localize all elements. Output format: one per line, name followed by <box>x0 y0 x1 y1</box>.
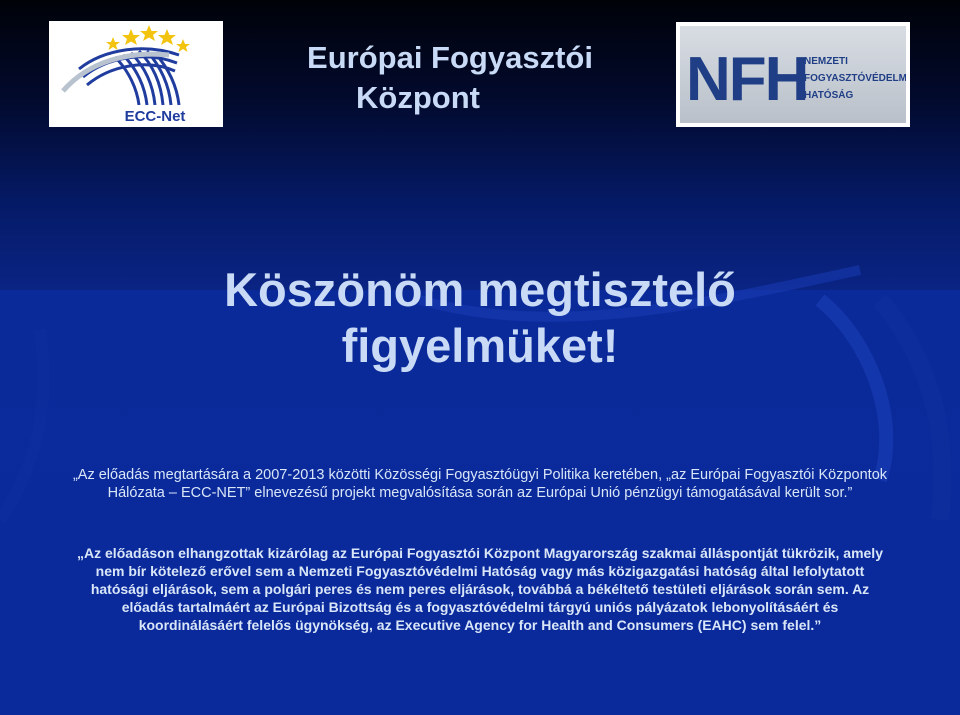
nfh-logo <box>676 22 910 127</box>
page-title-line2: Központ <box>356 80 480 115</box>
thanks-heading-line1: Köszönöm megtisztelő <box>224 263 736 316</box>
disclaimer: „Az előadáson elhangzottak kizárólag az Európai Fogyasztói Központ Magyarország szakmai álláspontját tükrözik, amely nem bír kötelező erővel sem a Nemzeti Fogyasztóvédelmi Hatóság vagy más közigazgatási hatóság által lefolytatott hatósági eljárások, sem a polgári peres és nem peres eljárások, továbbá a békéltető testületi eljárások során sem. Az előadás tartalmáért az Európai Bizottság és a fogyasztóvédelmi tárgyú uniós pályázatok lebonyolításáért és koordinálásáért felelős ügynökség, az Executive Agency for Health and Consumers (EAHC) sem felel.” <box>77 545 883 633</box>
nfh-logo-panel <box>680 26 906 123</box>
page-title-line1: Európai Fogyasztói <box>307 40 593 75</box>
nfh-emblem-icon <box>680 26 906 123</box>
nfh-text-line1: NEMZETI <box>804 56 848 67</box>
thanks-heading <box>160 262 800 374</box>
nfh-text-line2: FOGYASZTÓVÉDELMI <box>804 73 906 84</box>
nfh-letters: NFH <box>686 45 808 114</box>
ecc-net-emblem-icon <box>49 21 223 127</box>
ecc-net-logo <box>49 21 223 127</box>
thanks-heading-line2: figyelmüket! <box>341 319 619 372</box>
funding-note: „Az előadás megtartására a 2007-2013 közötti Közösségi Fogyasztóügyi Politika keretében, „az Európai Fogyasztói Központok Hálózata – ECC-NET” elnevezésű projekt megvalósítása során az Európai Unió pénzügyi támogatásával került sor.” <box>72 467 888 501</box>
ecc-net-logo-text: ECC-Net <box>124 108 186 125</box>
page-title <box>270 38 630 118</box>
nfh-text-line3: HATÓSÁG <box>804 90 854 101</box>
